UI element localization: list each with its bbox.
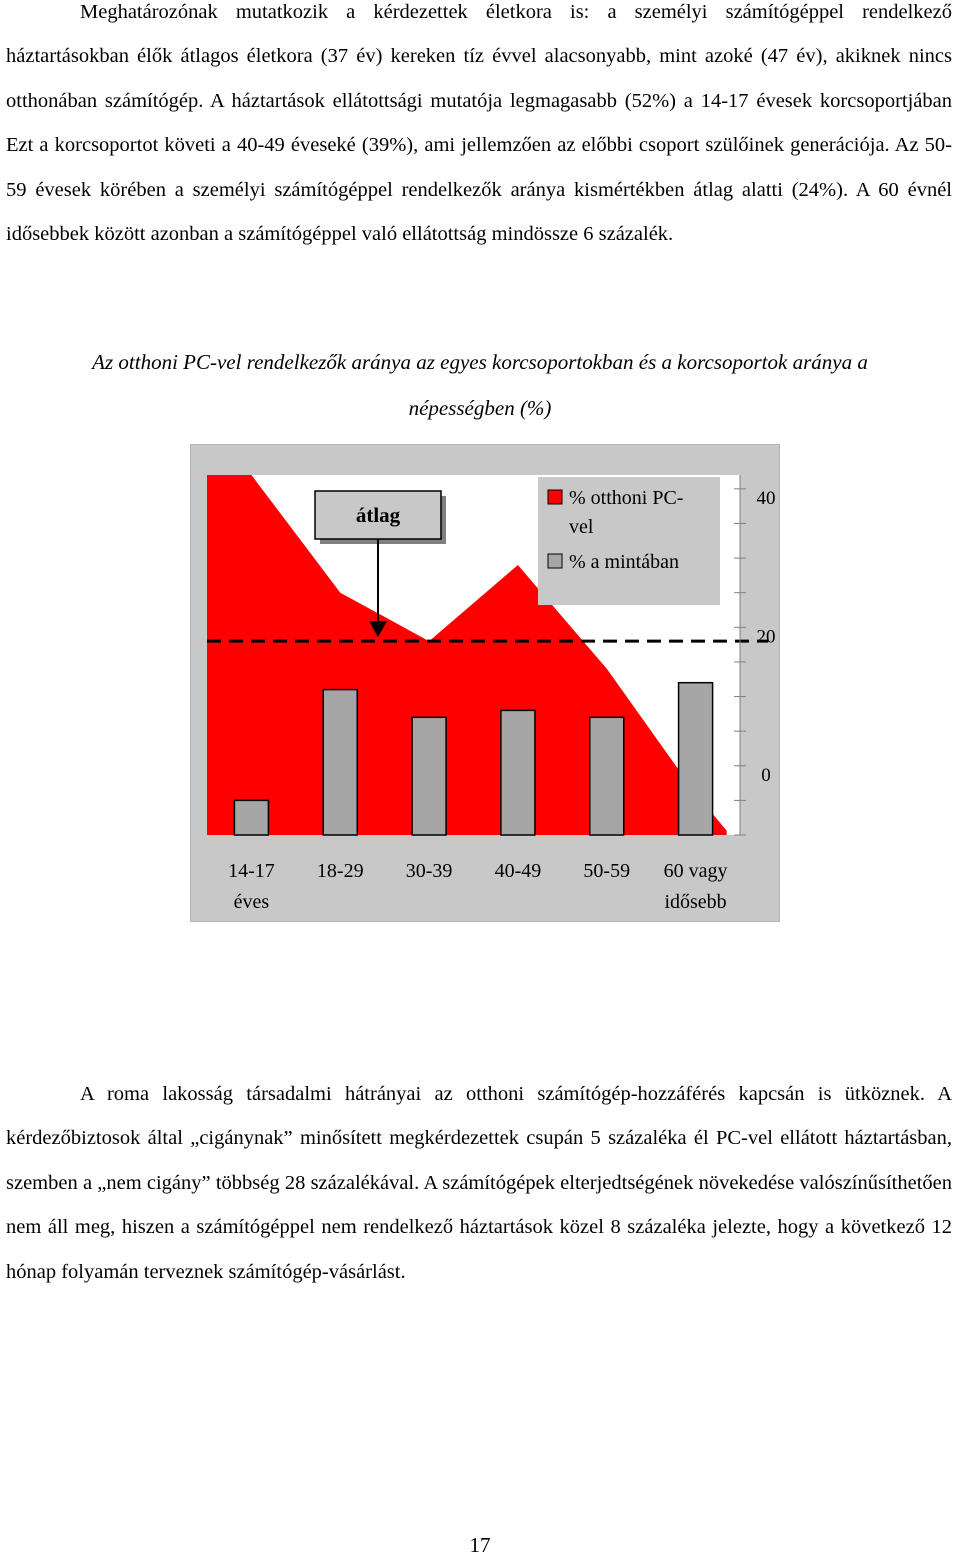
legend-label: % a mintában: [569, 551, 679, 573]
intro-paragraph-text: Meghatározónak mutatkozik a kérdezettek életkora is: a személyi számítógéppel rendelkező háztartásokban élők átlagos életkora (37 év) kereken tíz évvel alacsonyabb, mint azoké (47 év), akiknek nincs otthonában számítógép. A háztartások ellátottsági mutatója legmagasabb (52%) a 14-17 évesek korcsoportjában Ezt a korcsoportot követi a 40-49 éveseké (39%), ami jellemzően az előbbi csoport szülőinek generációja. Az 50-59 évesek körében a személyi számítógéppel rendelkezők aránya kismértékben átlag alatti (24%). A 60 évnél idősebbek között azonban a számítógéppel való ellátottság mindössze 6 százalék.: [6, 1, 952, 246]
legend-swatch: [548, 554, 562, 568]
chart-frame: [190, 444, 780, 922]
x-tick-label: 40-49: [494, 860, 542, 882]
roma-paragraph: [6, 1072, 952, 1294]
sample-share-bar: [412, 717, 446, 835]
average-callout-label: átlag: [355, 503, 401, 527]
y-tick-label: 40: [756, 488, 776, 510]
sample-share-bar: [323, 690, 357, 835]
x-tick-label: 18-29: [316, 860, 364, 882]
legend-swatch: [548, 490, 562, 504]
figure-caption-line-2: népességben (%): [408, 396, 552, 420]
x-tick-label: 30-39: [405, 860, 453, 882]
legend-label: % otthoni PC-vel: [569, 487, 684, 538]
y-tick-label: 0: [761, 765, 771, 786]
sample-share-bar: [679, 683, 713, 835]
x-tick-label: 50-59: [583, 860, 631, 882]
sample-share-bar: [234, 800, 268, 835]
figure-caption-line-1: Az otthoni PC-vel rendelkezők aránya az egyes korcsoportokban és a korcsoportok aránya a: [92, 350, 868, 374]
sample-share-bar: [501, 710, 535, 835]
sample-share-bar: [590, 717, 624, 835]
x-tick-label: 14-17 éves: [228, 860, 275, 913]
page-number: 17: [469, 1533, 491, 1557]
x-tick-label: 60 vagy idősebb: [663, 860, 728, 913]
intro-paragraph: [6, 0, 952, 256]
y-tick-label: 20: [756, 626, 776, 648]
age-group-pc-chart: [191, 445, 781, 923]
roma-paragraph-text: A roma lakosság társadalmi hátrányai az otthoni számítógép-hozzáférés kapcsán is ütköznek. A kérdezőbiztosok által „cigánynak” minősített megkérdezettek csupán 5 százaléka él PC-vel ellátott háztartásban, szemben a „nem cigány” többség 28 százalékával. A számítógépek elterjedtségének növekedése valószínűsíthetően nem áll meg, hiszen a számítógéppel nem rendelkező háztartások közel 8 százaléka jelezte, hogy a következő 12 hónap folyamán terveznek számítógép-vásárlást.: [6, 1083, 952, 1283]
